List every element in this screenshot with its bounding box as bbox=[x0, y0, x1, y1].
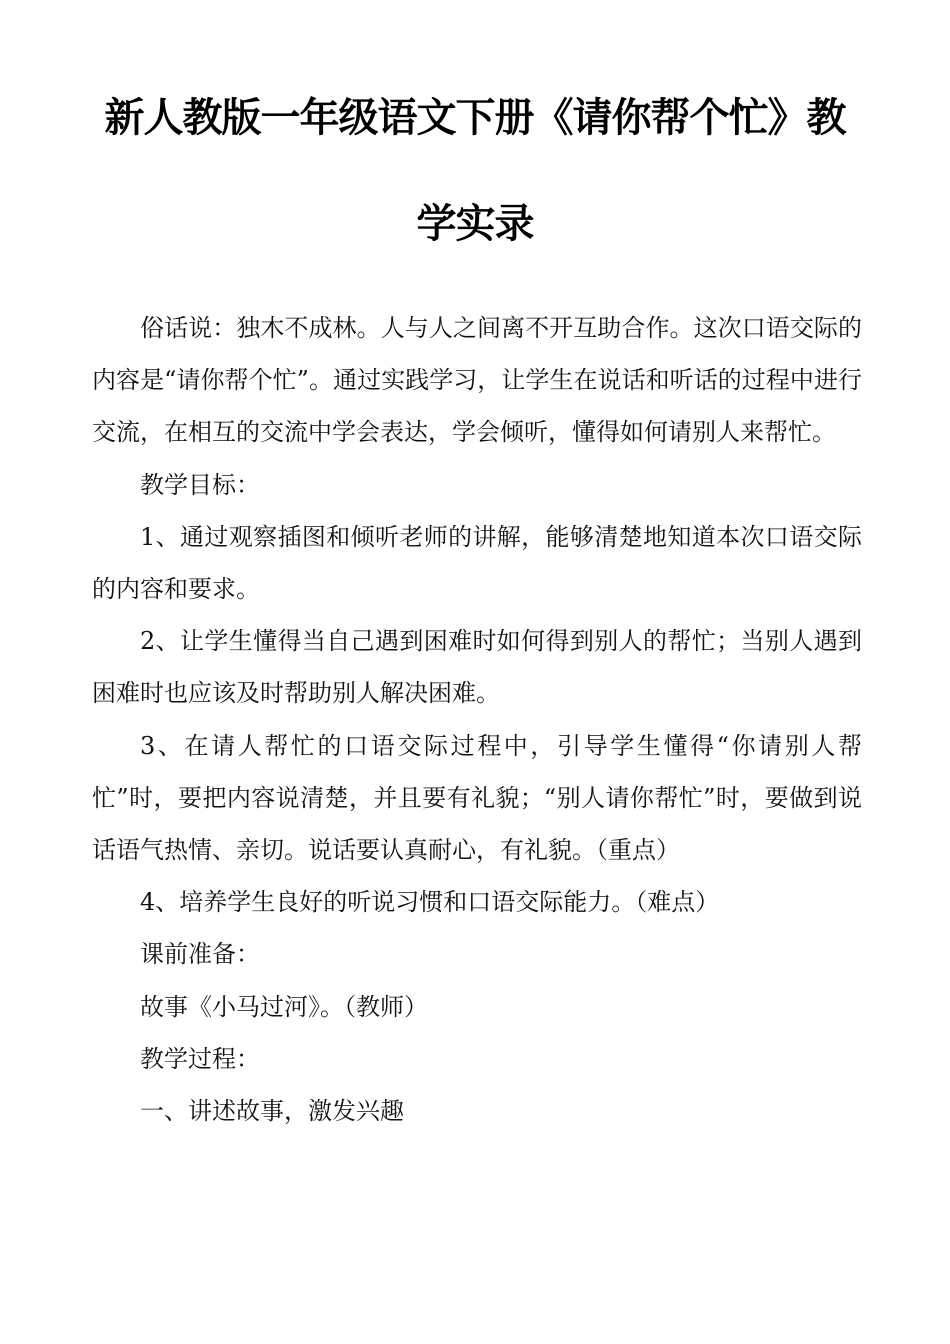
objective-1: 1、通过观察插图和倾听老师的讲解，能够清楚地知道本次口语交际的内容和要求。 bbox=[92, 522, 862, 604]
objectives-heading: 教学目标： bbox=[140, 470, 260, 499]
objective-4: 4、培养学生良好的听说习惯和口语交际能力。（难点） bbox=[140, 888, 720, 917]
document-title-line-2: 学实录 bbox=[416, 201, 534, 247]
process-heading: 教学过程： bbox=[140, 1044, 260, 1073]
intro-paragraph: 俗话说：独木不成林。人与人之间离不开互助合作。这次口语交际的内容是“请你帮个忙”。通过实践学习，让学生在说话和听话的过程中进行交流，在相互的交流中学会表达，学会倾听，懂得如何请别人来帮忙。 bbox=[92, 314, 862, 447]
objective-3: 3、在请人帮忙的口语交际过程中，引导学生懂得“你请别人帮忙”时，要把内容说清楚，并且要有礼貌；“别人请你帮忙”时，要做到说话语气热情、亲切。说话要认真耐心，有礼貌。（重点） bbox=[92, 731, 862, 865]
document-body bbox=[92, 302, 862, 1137]
process-step-1: 一、讲述故事，激发兴趣 bbox=[140, 1097, 404, 1126]
document-title-line-1: 新人教版一年级语文下册《请你帮个忙》教 bbox=[104, 95, 846, 141]
objective-2: 2、让学生懂得当自己遇到困难时如何得到别人的帮忙；当别人遇到困难时也应该及时帮助别人解决困难。 bbox=[92, 627, 862, 708]
preparation-item: 故事《小马过河》。（教师） bbox=[140, 992, 428, 1021]
preparation-heading: 课前准备： bbox=[140, 940, 260, 969]
